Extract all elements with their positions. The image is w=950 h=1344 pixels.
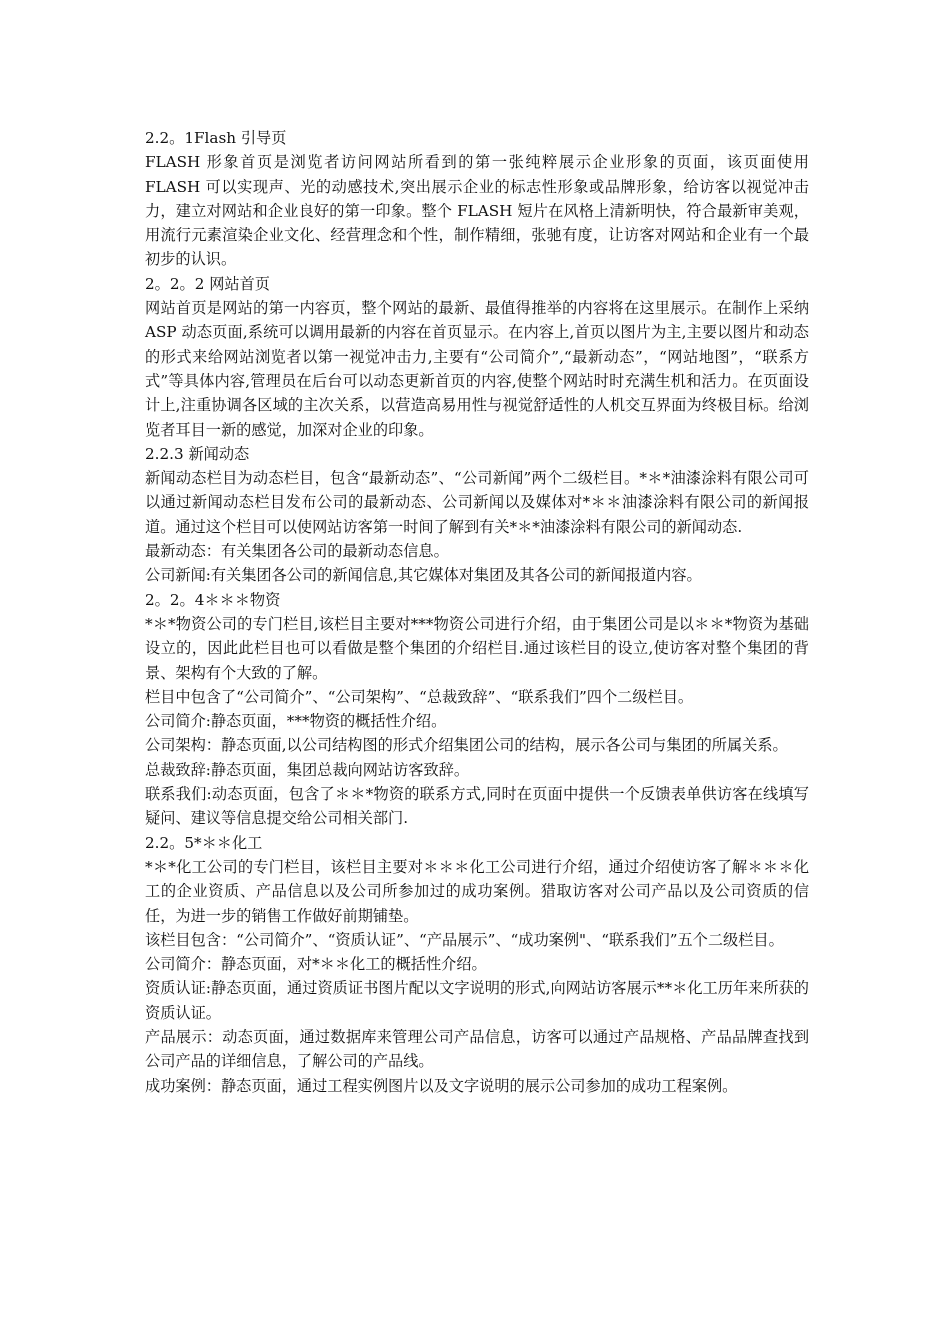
section-heading-materials: 2。2。4＊＊＊物资 [145, 590, 281, 609]
paragraph-materials-profile: 公司简介:静态页面，***物资的概括性介绍。 [145, 712, 447, 731]
section-heading-homepage: 2。2。2 网站首页 [145, 274, 270, 293]
paragraph-company-news: 公司新闻:有关集团各公司的新闻信息,其它媒体对集团及其各公司的新闻报道内容。 [145, 566, 702, 585]
section-heading-chemical: 2.2。5*＊＊化工 [145, 833, 263, 852]
section-heading-news: 2.2.3 新闻动态 [145, 444, 250, 463]
paragraph-materials-structure: 公司架构：静态页面,以公司结构图的形式介绍集团公司的结构，展示各公司与集团的所属关系。 [145, 736, 788, 755]
paragraph-chemical-certification: 资质认证:静态页面，通过资质证书图片配以文字说明的形式,向网站访客展示**＊化工历年来所获的资质认证。 [145, 979, 809, 1022]
paragraph-materials-description: *＊*物资公司的专门栏目,该栏目主要对***物资公司进行介绍，由于集团公司是以＊＊*物资为基础设立的，因此此栏目也可以看做是整个集团的介绍栏目.通过该栏目的设立,使访客对整个集团的背景、架构有个大致的了解。 [145, 614, 809, 682]
section-heading-flash-intro: 2.2。1Flash 引导页 [145, 129, 287, 147]
paragraph-news-description: 新闻动态栏目为动态栏目，包含“最新动态”、“公司新闻”两个二级栏目。*＊*油漆涂料有限公司可以通过新闻动态栏目发布公司的最新动态、公司新闻以及媒体对*＊＊油漆涂料有限公司的新闻报道。通过这个栏目可以使网站访客第一时间了解到有关*＊*油漆涂料有限公司的新闻动态. [145, 469, 809, 536]
paragraph-chemical-profile: 公司简介：静态页面，对*＊＊化工的概括性介绍。 [145, 955, 487, 974]
paragraph-materials-ceo-speech: 总裁致辞:静态页面，集团总裁向网站访客致辞。 [145, 760, 470, 779]
paragraph-chemical-cases: 成功案例：静态页面，通过工程实例图片以及文字说明的展示公司参加的成功工程案例。 [145, 1076, 738, 1095]
paragraph-chemical-description: *＊*化工公司的专门栏目，该栏目主要对＊＊＊化工公司进行介绍，通过介绍使访客了解＊＊＊化工的企业资质、产品信息以及公司所参加过的成功案例。猎取访客对公司产品以及公司资质的信任，为进一步的销售工作做好前期铺垫。 [145, 857, 809, 925]
paragraph-chemical-subsections: 该栏目包含：“公司简介”、“资质认证”、“产品展示”、“成功案例"、“联系我们”五个二级栏目。 [145, 930, 784, 949]
paragraph-materials-subsections: 栏目中包含了“公司简介”、“公司架构”、“总裁致辞”、“联系我们”四个二级栏目。 [145, 687, 694, 706]
paragraph-homepage-description: 网站首页是网站的第一内容页，整个网站的最新、最值得推举的内容将在这里展示。在制作上采纳 ASP 动态页面,系统可以调用最新的内容在首页显示。在内容上,首页以图片为主,主要以图片和动态的形式来给网站浏览者以第一视觉冲击力,主要有“公司简介”,“最新动态”，“网站地图”，“联系方式”等具体内容,管理员在后台可以动态更新首页的内容,使整个网站时时充满生机和活力。在页面设计上,注重协调各区域的主次关系，以营造高易用性与视觉舒适性的人机交互界面为终极目标。给浏览者耳目一新的感觉，加深对企业的印象。 [145, 299, 809, 439]
paragraph-flash-description: FLASH 形象首页是浏览者访问网站所看到的第一张纯粹展示企业形象的页面，该页面使用 FLASH 可以实现声、光的动感技术,突出展示企业的标志性形象或品牌形象，给访客以视觉冲击力，建立对网站和企业良好的第一印象。整个 FLASH 短片在风格上清新明快，符合最新审美观，用流行元素渲染企业文化、经营理念和个性，制作精细，张驰有度，让访客对网站和企业有一个最初步的认识。 [145, 153, 809, 269]
paragraph-materials-contact: 联系我们:动态页面，包含了＊＊*物资的联系方式,同时在页面中提供一个反馈表单供访客在线填写疑问、建议等信息提交给公司相关部门. [145, 785, 809, 828]
paragraph-latest-news: 最新动态：有关集团各公司的最新动态信息。 [145, 542, 449, 561]
paragraph-chemical-products: 产品展示：动态页面，通过数据库来管理公司产品信息，访客可以通过产品规格、产品品牌查找到公司产品的详细信息，了解公司的产品线。 [145, 1027, 809, 1071]
document-page [145, 126, 809, 1098]
